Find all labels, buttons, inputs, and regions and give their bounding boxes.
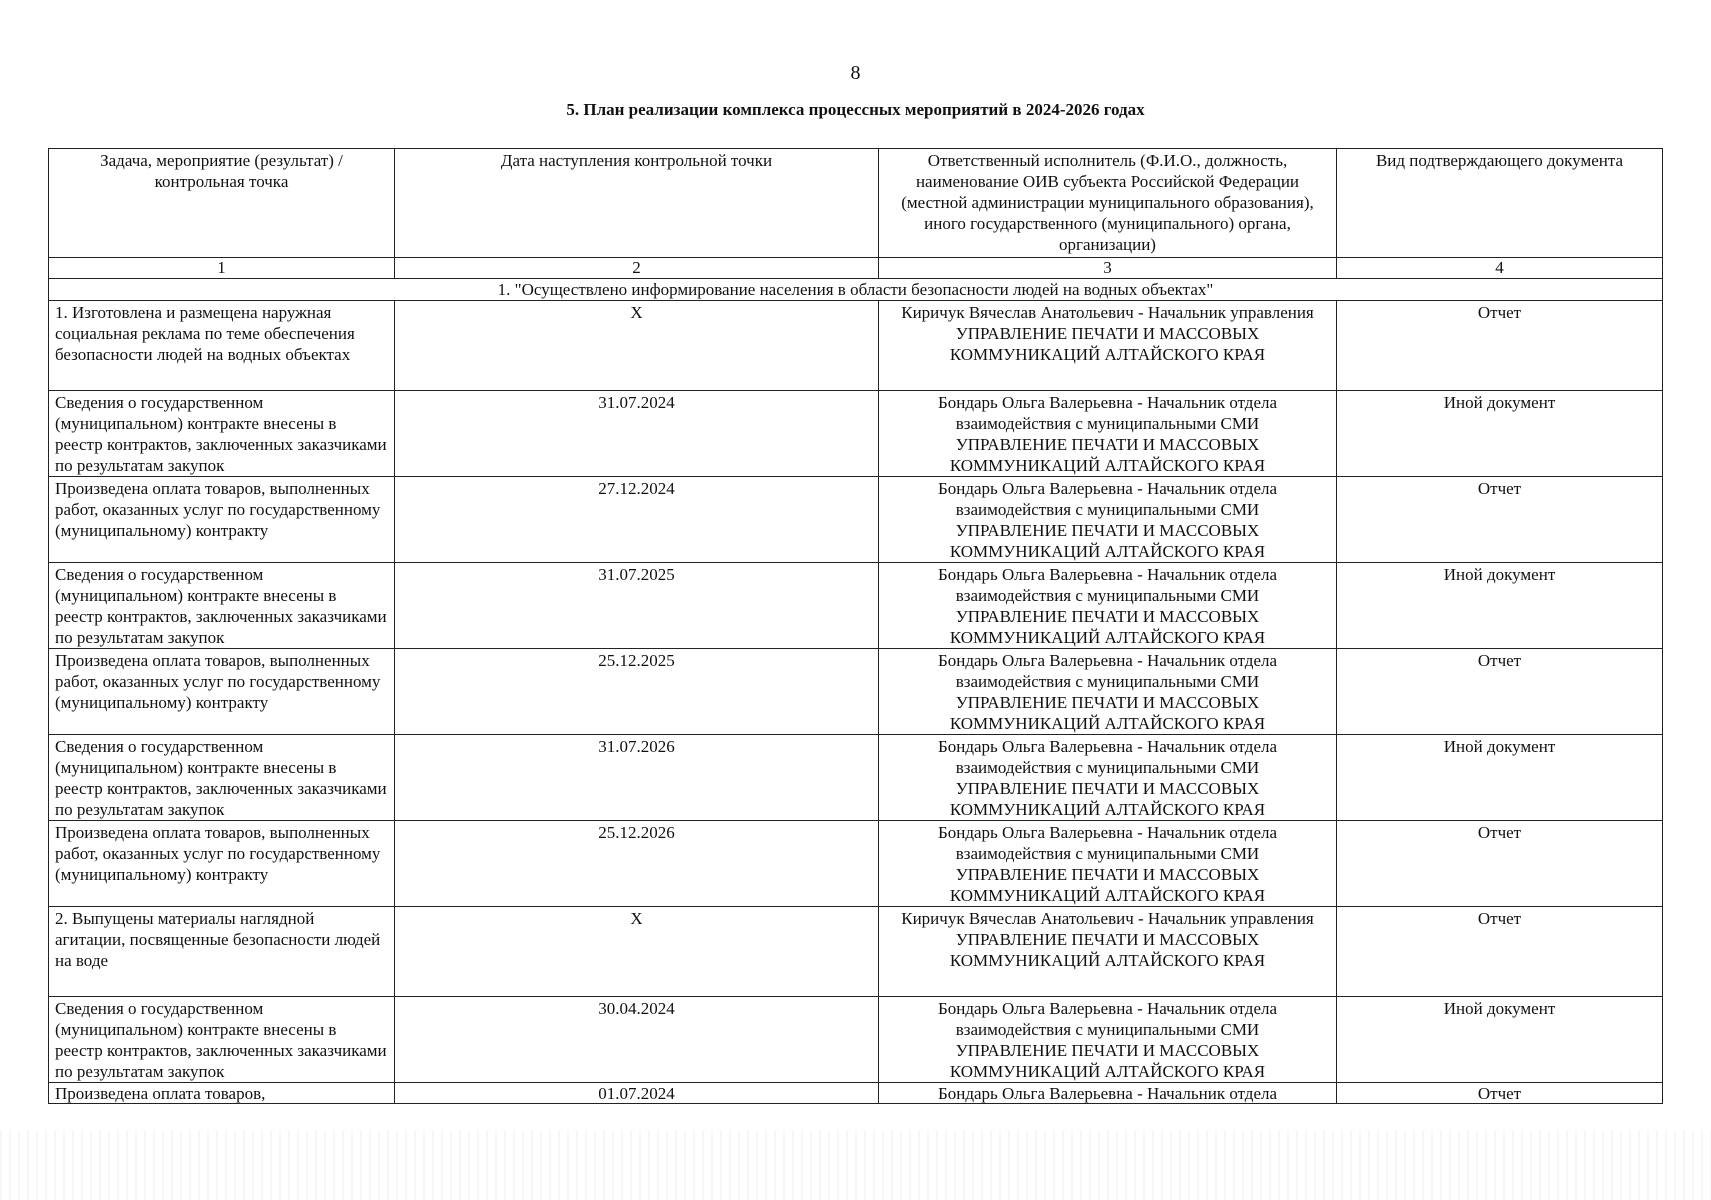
executor-cell (879, 821, 1337, 907)
executor-cell (879, 563, 1337, 649)
executor-organization: УПРАВЛЕНИЕ ПЕЧАТИ И МАССОВЫХ КОММУНИКАЦИЙ АЛТАЙСКОГО КРАЯ (949, 435, 1266, 475)
executor-organization: УПРАВЛЕНИЕ ПЕЧАТИ И МАССОВЫХ КОММУНИКАЦИЙ АЛТАЙСКОГО КРАЯ (949, 865, 1266, 905)
date-cell: 31.07.2024 (395, 391, 879, 477)
executor-organization: УПРАВЛЕНИЕ ПЕЧАТИ И МАССОВЫХ КОММУНИКАЦИЙ АЛТАЙСКОГО КРАЯ (949, 324, 1266, 364)
page-number: 8 (850, 62, 861, 84)
executor-cell (879, 649, 1337, 735)
executor-name: Киричук Вячеслав Анатольевич - Начальник управления (901, 909, 1314, 928)
header-row (49, 149, 1663, 258)
table-row (49, 477, 1663, 563)
page-title: 5. План реализации комплекса процессных мероприятий в 2024-2026 годах (566, 100, 1145, 119)
executor-name: Бондарь Ольга Валерьевна - Начальник отдела (937, 1084, 1278, 1103)
task-cell: 1. Изготовлена и размещена наружная социальная реклама по теме обеспечения безопасности людей на водных объектах (49, 301, 395, 391)
task-cell: Произведена оплата товаров, (49, 1083, 395, 1104)
column-number: 4 (1337, 258, 1663, 279)
date-cell: 27.12.2024 (395, 477, 879, 563)
executor-name: Киричук Вячеслав Анатольевич - Начальник управления (901, 303, 1314, 322)
column-number-row (49, 258, 1663, 279)
executor-organization: УПРАВЛЕНИЕ ПЕЧАТИ И МАССОВЫХ КОММУНИКАЦИЙ АЛТАЙСКОГО КРАЯ (949, 779, 1266, 819)
section-row (49, 279, 1663, 301)
executor-name: Бондарь Ольга Валерьевна - Начальник отдела взаимодействия с муниципальными СМИ (937, 393, 1278, 433)
date-cell: 31.07.2025 (395, 563, 879, 649)
executor-cell (879, 477, 1337, 563)
table-row (49, 391, 1663, 477)
document-type-cell: Иной документ (1337, 997, 1663, 1083)
table-body (49, 301, 1663, 1104)
table-row (49, 301, 1663, 391)
executor-organization: УПРАВЛЕНИЕ ПЕЧАТИ И МАССОВЫХ КОММУНИКАЦИЙ АЛТАЙСКОГО КРАЯ (949, 1041, 1266, 1081)
task-cell: Сведения о государственном (муниципальном) контракте внесены в реестр контрактов, заключенных заказчиками по результатам закупок (49, 391, 395, 477)
table-row (49, 997, 1663, 1083)
task-cell: Произведена оплата товаров, выполненных работ, оказанных услуг по государственному (муниципальному) контракту (49, 821, 395, 907)
section-title: 1. "Осуществлено информирование населения в области безопасности людей на водных объектах" (49, 279, 1663, 301)
column-number: 1 (49, 258, 395, 279)
executor-cell (879, 997, 1337, 1083)
date-cell: X (395, 907, 879, 997)
executor-organization: УПРАВЛЕНИЕ ПЕЧАТИ И МАССОВЫХ КОММУНИКАЦИЙ АЛТАЙСКОГО КРАЯ (949, 930, 1266, 970)
document-type-cell: Отчет (1337, 907, 1663, 997)
table-row (49, 563, 1663, 649)
header-document: Вид подтверждающего документа (1337, 149, 1663, 258)
column-number: 3 (879, 258, 1337, 279)
executor-cell (879, 1083, 1337, 1104)
document-type-cell: Иной документ (1337, 735, 1663, 821)
date-cell: 25.12.2025 (395, 649, 879, 735)
date-cell: X (395, 301, 879, 391)
document-type-cell: Иной документ (1337, 391, 1663, 477)
task-cell: Сведения о государственном (муниципальном) контракте внесены в реестр контрактов, заключенных заказчиками по результатам закупок (49, 735, 395, 821)
table-row (49, 649, 1663, 735)
header-executor: Ответственный исполнитель (Ф.И.О., должность, наименование ОИВ субъекта Российской Федерации (местной администрации муниципального образования), иного государственного (муниципального) органа, организации) (879, 149, 1337, 258)
column-number: 2 (395, 258, 879, 279)
date-cell: 30.04.2024 (395, 997, 879, 1083)
executor-name: Бондарь Ольга Валерьевна - Начальник отдела взаимодействия с муниципальными СМИ (937, 999, 1278, 1039)
table-row (49, 1083, 1663, 1104)
executor-name: Бондарь Ольга Валерьевна - Начальник отдела взаимодействия с муниципальными СМИ (937, 651, 1278, 691)
executor-name: Бондарь Ольга Валерьевна - Начальник отдела взаимодействия с муниципальными СМИ (937, 737, 1278, 777)
task-cell: Произведена оплата товаров, выполненных работ, оказанных услуг по государственному (муниципальному) контракту (49, 649, 395, 735)
executor-name: Бондарь Ольга Валерьевна - Начальник отдела взаимодействия с муниципальными СМИ (937, 565, 1278, 605)
header-date: Дата наступления контрольной точки (395, 149, 879, 258)
table-row (49, 735, 1663, 821)
document-type-cell: Отчет (1337, 821, 1663, 907)
executor-name: Бондарь Ольга Валерьевна - Начальник отдела взаимодействия с муниципальными СМИ (937, 479, 1278, 519)
date-cell: 25.12.2026 (395, 821, 879, 907)
document-type-cell: Отчет (1337, 1083, 1663, 1104)
date-cell: 31.07.2026 (395, 735, 879, 821)
date-cell: 01.07.2024 (395, 1083, 879, 1104)
executor-organization: УПРАВЛЕНИЕ ПЕЧАТИ И МАССОВЫХ КОММУНИКАЦИЙ АЛТАЙСКОГО КРАЯ (949, 607, 1266, 647)
executor-cell (879, 301, 1337, 391)
task-cell: Произведена оплата товаров, выполненных работ, оказанных услуг по государственному (муниципальному) контракту (49, 477, 395, 563)
task-cell: Сведения о государственном (муниципальном) контракте внесены в реестр контрактов, заключенных заказчиками по результатам закупок (49, 997, 395, 1083)
task-cell: 2. Выпущены материалы наглядной агитации, посвященные безопасности людей на воде (49, 907, 395, 997)
executor-organization: УПРАВЛЕНИЕ ПЕЧАТИ И МАССОВЫХ КОММУНИКАЦИЙ АЛТАЙСКОГО КРАЯ (949, 521, 1266, 561)
executor-name: Бондарь Ольга Валерьевна - Начальник отдела взаимодействия с муниципальными СМИ (937, 823, 1278, 863)
scan-noise (0, 1130, 1711, 1200)
table-row (49, 907, 1663, 997)
document-type-cell: Иной документ (1337, 563, 1663, 649)
plan-table (48, 148, 1663, 1104)
executor-organization: УПРАВЛЕНИЕ ПЕЧАТИ И МАССОВЫХ КОММУНИКАЦИЙ АЛТАЙСКОГО КРАЯ (949, 693, 1266, 733)
executor-cell (879, 735, 1337, 821)
document-type-cell: Отчет (1337, 649, 1663, 735)
executor-cell (879, 391, 1337, 477)
table-row (49, 821, 1663, 907)
task-cell: Сведения о государственном (муниципальном) контракте внесены в реестр контрактов, заключенных заказчиками по результатам закупок (49, 563, 395, 649)
header-task: Задача, мероприятие (результат) / контрольная точка (49, 149, 395, 258)
document-type-cell: Отчет (1337, 477, 1663, 563)
document-type-cell: Отчет (1337, 301, 1663, 391)
executor-cell (879, 907, 1337, 997)
